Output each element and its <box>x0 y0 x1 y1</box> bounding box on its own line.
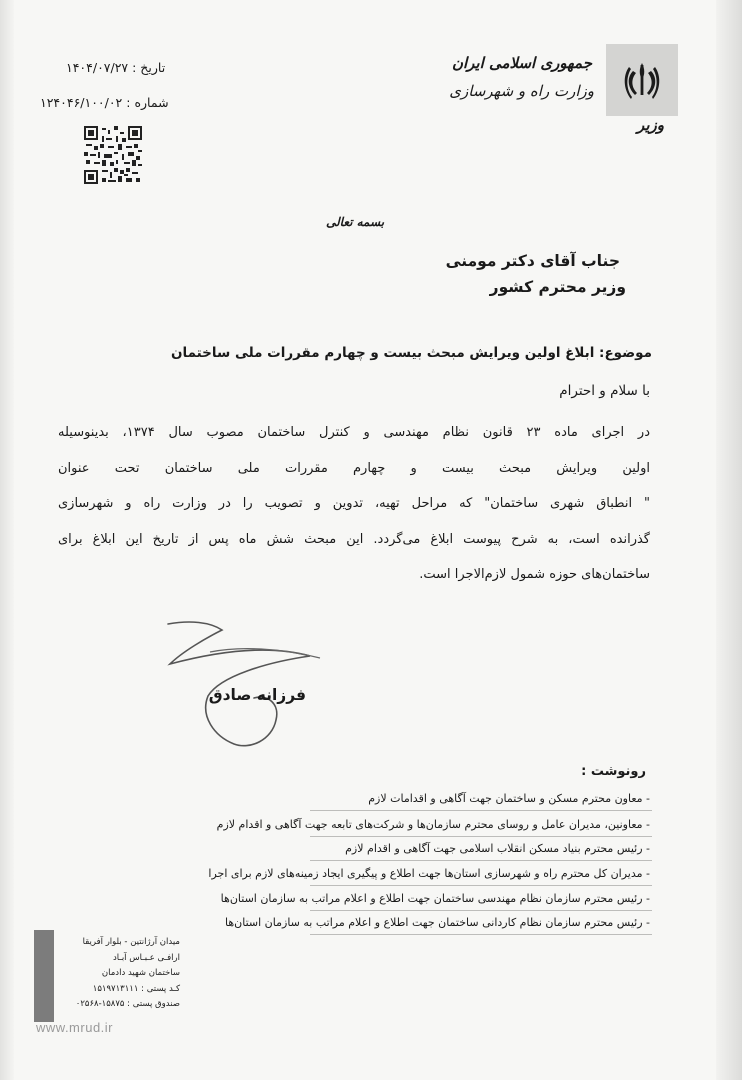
bismillah-heading: بسمه تعالی <box>326 215 385 229</box>
body-line: گذرانده است، به شرح پیوست ابلاغ می‌گردد. این مبحث شش ماه پس از تاریخ این ابلاغ برای <box>58 532 650 547</box>
cc-title: رونوشت : <box>581 764 646 779</box>
page-edge-left <box>0 0 14 1080</box>
cc-divider <box>310 934 652 935</box>
footer-address-line: ساختمان شهید دادمان <box>101 968 180 978</box>
cc-divider <box>310 860 652 861</box>
date-row <box>66 60 165 75</box>
footer-po-box: صندوق پستی : ۱۵۸۷۵-۰۲۵۶۸ <box>75 999 180 1009</box>
footer-postal-code: کـد پستی : ۱۵۱۹۷۱۳۱۱۱ <box>92 984 180 994</box>
page-edge-right <box>716 0 742 1080</box>
cc-item: - رئیس محترم سازمان نظام مهندسی ساختمان جهت اطلاع و اعلام مراتب به سازمان استان‌ها <box>220 892 650 905</box>
body-line: اولین ویرایش مبحث بیست و چهارم مقررات ملی ساختمان تحت عنوان <box>58 461 650 476</box>
footer-address-line: ارافـی عـبـاس آبـاد <box>112 953 180 963</box>
letter-subject: موضوع: ابلاغ اولین ویرایش مبحث بیست و چهارم مقررات ملی ساختمان <box>171 345 652 361</box>
footer-website: www.mrud.ir <box>36 1020 114 1035</box>
footer-address-line: میدان آرژانتین - بلوار آفریقا <box>82 937 180 947</box>
cc-divider <box>310 810 652 811</box>
cc-divider <box>310 910 652 911</box>
cc-item: - رئیس محترم سازمان نظام کاردانی ساختمان جهت اطلاع و اعلام مراتب به سازمان استان‌ها <box>225 916 650 929</box>
number-label: شماره : <box>126 95 169 110</box>
cc-item: - معاونین، مدیران عامل و روسای محترم سازمان‌ها و شرکت‌های تابعه جهت آگاهی و اقدام لازم <box>216 818 650 831</box>
footer-color-bar <box>34 930 54 1022</box>
body-line: " انطباق شهری ساختمان" که مراحل تهیه، تدوین و تصویب را در وزارت راه و شهرسازی <box>58 496 650 511</box>
cc-item: - معاون محترم مسکن و ساختمان جهت آگاهی و اقدامات لازم <box>368 792 650 805</box>
emblem-icon <box>619 57 665 103</box>
cc-item: - مدیران کل محترم راه و شهرسازی استان‌ها جهت اطلاع و پیگیری ایجاد زمینه‌های لازم برای اجرا <box>208 867 650 880</box>
ministry-name: وزارت راه و شهرسازی <box>449 82 594 100</box>
qr-code <box>84 126 142 184</box>
body-line: ساختمان‌های حوزه شمول لازم‌الاجرا است. <box>419 567 650 582</box>
country-name: جمهوری اسلامی ایران <box>451 54 592 72</box>
minister-label: وزیر <box>637 116 664 134</box>
greeting: با سلام و احترام <box>559 383 650 399</box>
cc-divider <box>310 885 652 886</box>
number-row <box>40 95 169 110</box>
signer-name: فرزانه صادق <box>208 686 306 704</box>
body-line: در اجرای ماده ۲۳ قانون نظام مهندسی و کنترل ساختمان مصوب سال ۱۳۷۴، بدینوسیله <box>58 425 650 440</box>
cc-item: - رئیس محترم بنیاد مسکن انقلاب اسلامی جهت آگاهی و اقدام لازم <box>345 842 650 855</box>
date-value: ۱۴۰۴/۰۷/۲۷ <box>66 60 129 75</box>
number-value: ۱۲۴۰۴۶/۱۰۰/۰۲ <box>40 95 123 110</box>
date-label: تاریخ : <box>132 60 166 75</box>
iran-emblem-logo <box>606 44 678 116</box>
addressee-title: وزیر محترم کشور <box>489 278 626 296</box>
cc-divider <box>310 836 652 837</box>
addressee-name: جناب آقای دکتر مومنی <box>445 252 620 270</box>
